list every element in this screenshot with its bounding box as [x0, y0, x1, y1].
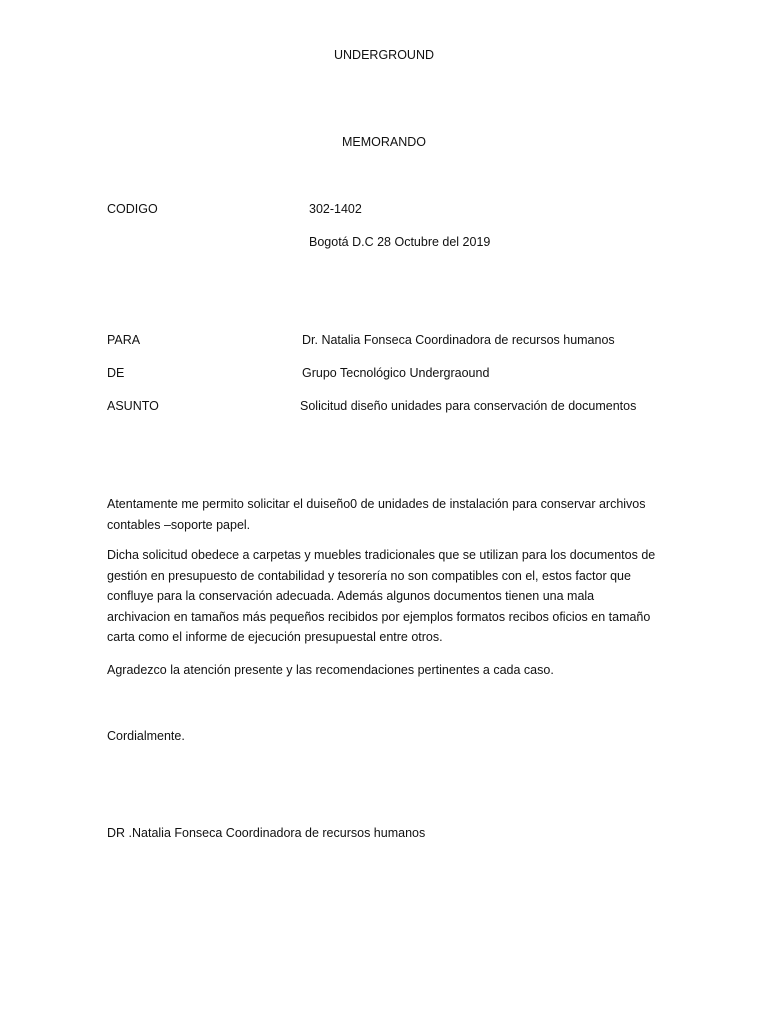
de-value: Grupo Tecnológico Undergraound [302, 366, 490, 380]
codigo-label: CODIGO [107, 202, 158, 216]
codigo-value: 302-1402 [309, 202, 362, 216]
body-paragraph-2-line: archivacion en tamaños más pequeños recibidos por ejemplos formatos recibos oficios en tamaño [107, 609, 651, 624]
closing: Cordialmente. [107, 729, 185, 743]
body-paragraph-1-line: contables –soporte papel. [107, 517, 251, 532]
body-paragraph-3: Agradezco la atención presente y las recomendaciones pertinentes a cada caso. [107, 663, 554, 677]
asunto-label: ASUNTO [107, 399, 159, 413]
body-paragraph-1 [107, 494, 672, 535]
asunto-value: Solicitud diseño unidades para conservación de documentos [300, 399, 637, 413]
body-paragraph-2 [107, 545, 672, 648]
company-name: UNDERGROUND [334, 48, 434, 62]
date-line: Bogotá D.C 28 Octubre del 2019 [309, 235, 491, 249]
signature: DR .Natalia Fonseca Coordinadora de recursos humanos [107, 826, 426, 840]
para-label: PARA [107, 333, 141, 347]
para-value: Dr. Natalia Fonseca Coordinadora de recursos humanos [302, 333, 615, 347]
body-paragraph-2-line: gestión en presupuesto de contabilidad y tesorería no son compatibles con el, estos factor que [107, 568, 631, 583]
de-label: DE [107, 366, 125, 380]
body-paragraph-2-line: carta como el informe de ejecución presupuestal entre otros. [107, 630, 443, 644]
document-title: MEMORANDO [341, 135, 427, 149]
body-paragraph-2-line: confluye para la conservación adecuada. Además algunos documentos tienen una mala [107, 589, 595, 603]
body-paragraph-2-line: Dicha solicitud obedece a carpetas y muebles tradicionales que se utilizan para los documentos de [107, 548, 656, 562]
body-paragraph-1-line: Atentamente me permito solicitar el duiseño0 de unidades de instalación para conservar archivos [107, 497, 646, 511]
